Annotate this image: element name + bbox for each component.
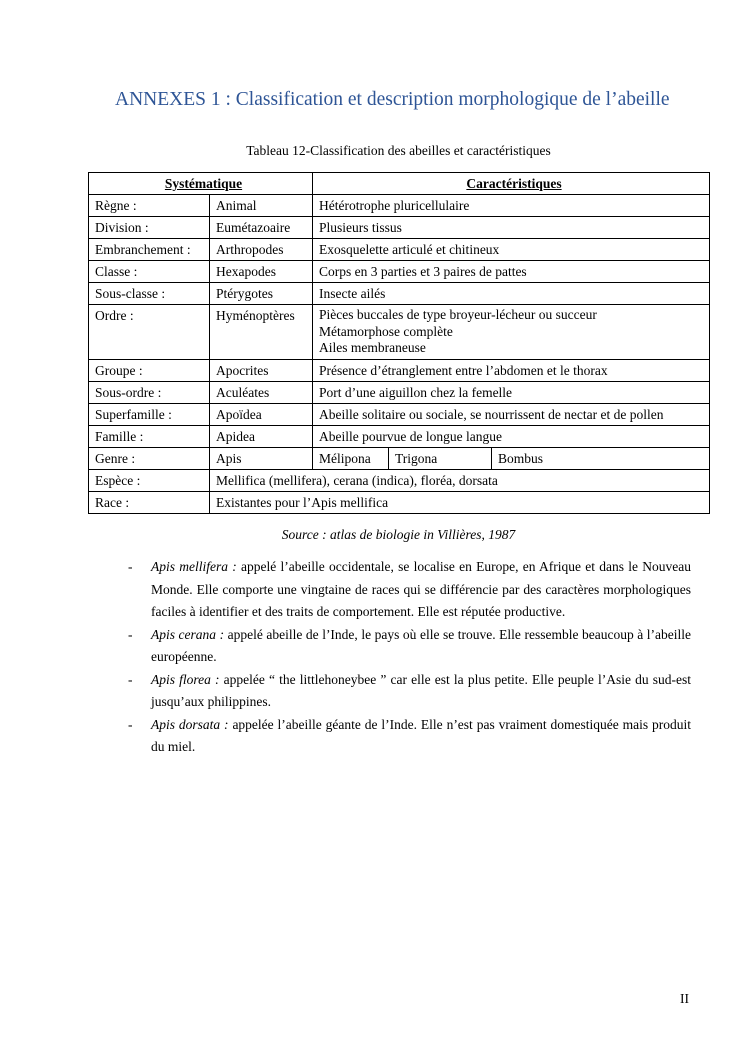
taxon-cell: Apoïdea	[210, 403, 313, 425]
taxon-cell: Hyménoptères	[210, 305, 313, 360]
rank-cell: Famille :	[89, 425, 210, 447]
table-row	[89, 195, 710, 217]
characteristic-line: Présence d’étranglement entre l’abdomen et le thorax	[319, 362, 608, 378]
value-cell: Mellifica (mellifera), cerana (indica), floréa, dorsata	[210, 469, 710, 491]
rank-cell: Règne :	[89, 195, 210, 217]
characteristics-cell	[313, 381, 710, 403]
table-row	[89, 283, 710, 305]
species-list	[0, 556, 691, 759]
taxon-cell: Arthropodes	[210, 239, 313, 261]
table-row	[89, 403, 710, 425]
species-item	[0, 624, 691, 669]
species-name: Apis dorsata :	[151, 716, 229, 732]
table-header-row	[89, 173, 710, 195]
rank-cell: Race :	[89, 491, 210, 513]
characteristic-line: Plusieurs tissus	[319, 220, 402, 235]
characteristic-line: Pièces buccales de type broyeur-lécheur ou succeur	[319, 307, 597, 322]
characteristic-line: Port d’une aiguillon chez la femelle	[319, 384, 513, 400]
characteristics-cell	[313, 261, 710, 283]
rank-cell: Embranchement :	[89, 239, 210, 261]
characteristics-cell	[313, 217, 710, 239]
taxon-cell: Apidea	[210, 425, 313, 447]
rank-cell: Espèce :	[89, 469, 210, 491]
table-caption: Tableau 12-Classification des abeilles et caractéristiques	[246, 143, 551, 158]
species-name: Apis cerana :	[151, 626, 225, 642]
subgenus-cell: Mélipona	[313, 447, 389, 469]
species-item	[0, 714, 691, 759]
table-row	[89, 305, 710, 360]
taxon-cell: Eumétazoaire	[210, 217, 313, 239]
page-number: II	[680, 991, 689, 1006]
table-row	[89, 359, 710, 381]
table-row	[89, 261, 710, 283]
header-caracteristiques: Caractéristiques	[313, 173, 710, 195]
characteristics-cell	[313, 283, 710, 305]
table-row	[89, 217, 710, 239]
characteristic-line: Ailes membraneuse	[319, 340, 426, 355]
rank-cell: Classe :	[89, 261, 210, 283]
rank-cell: Genre :	[89, 447, 210, 469]
species-description: appelé l’abeille occidentale, se localise en Europe, en Afrique et dans le Nouveau Monde. Elle comporte une vingtaine de races qui se différencie par des caractères morphologiques faciles à identifier et des traits de comportement. Elle est réputée productive.	[151, 559, 691, 619]
table-row-race	[89, 491, 710, 513]
characteristics-cell	[313, 305, 710, 360]
bullet-dash: -	[128, 626, 133, 642]
species-name: Apis florea :	[151, 671, 220, 687]
taxon-cell: Aculéates	[210, 381, 313, 403]
subgenus-cell: Bombus	[492, 447, 710, 469]
table-row	[89, 239, 710, 261]
table-row	[89, 381, 710, 403]
table-row-espece	[89, 469, 710, 491]
rank-cell: Ordre :	[89, 305, 210, 360]
characteristic-line: Abeille solitaire ou sociale, se nourrissent de nectar et de pollen	[319, 406, 664, 422]
table-row	[89, 425, 710, 447]
rank-cell: Sous-classe :	[89, 283, 210, 305]
bullet-dash: -	[128, 671, 133, 687]
species-description: appelé abeille de l’Inde, le pays où elle se trouve. Elle ressemble beaucoup à l’abeille européenne.	[151, 626, 691, 664]
characteristics-cell	[313, 239, 710, 261]
taxon-cell: Animal	[210, 195, 313, 217]
value-cell: Existantes pour l’Apis mellifica	[210, 491, 710, 513]
table-source: Source : atlas de biologie in Villières, 1987	[281, 527, 516, 542]
classification-table-body	[89, 173, 710, 514]
species-item	[0, 556, 691, 624]
classification-table	[88, 172, 710, 514]
subgenus-cell: Trigona	[389, 447, 492, 469]
rank-cell: Groupe :	[89, 359, 210, 381]
characteristic-line: Abeille pourvue de longue langue	[319, 428, 502, 444]
characteristic-line: Métamorphose complète	[319, 323, 453, 339]
taxon-cell: Apis	[210, 447, 313, 469]
rank-cell: Superfamille :	[89, 403, 210, 425]
characteristics-cell	[313, 359, 710, 381]
species-name: Apis mellifera :	[151, 559, 237, 574]
bullet-dash: -	[128, 559, 133, 574]
characteristic-line: Exosquelette articulé et chitineux	[319, 242, 500, 257]
characteristic-line: Corps en 3 parties et 3 paires de pattes	[319, 264, 527, 279]
characteristics-cell	[313, 425, 710, 447]
characteristics-cell	[313, 195, 710, 217]
page-heading: ANNEXES 1 : Classification et description morphologique de l’abeille	[115, 89, 670, 110]
rank-cell: Division :	[89, 217, 210, 239]
taxon-cell: Ptérygotes	[210, 283, 313, 305]
species-item	[0, 669, 691, 714]
bullet-dash: -	[128, 716, 133, 732]
rank-cell: Sous-ordre :	[89, 381, 210, 403]
table-row-genre	[89, 447, 710, 469]
characteristics-cell	[313, 403, 710, 425]
species-description: appelée l’abeille géante de l’Inde. Elle n’est pas vraiment domestiquée mais produit du miel.	[151, 716, 691, 754]
taxon-cell: Hexapodes	[210, 261, 313, 283]
header-systematique: Systématique	[89, 173, 313, 195]
characteristic-line: Hétérotrophe pluricellulaire	[319, 198, 470, 213]
characteristic-line: Insecte ailés	[319, 286, 386, 301]
species-description: appelée “ the littlehoneybee ” car elle est la plus petite. Elle peuple l’Asie du sud-est jusqu’aux philippines.	[151, 671, 691, 709]
taxon-cell: Apocrites	[210, 359, 313, 381]
